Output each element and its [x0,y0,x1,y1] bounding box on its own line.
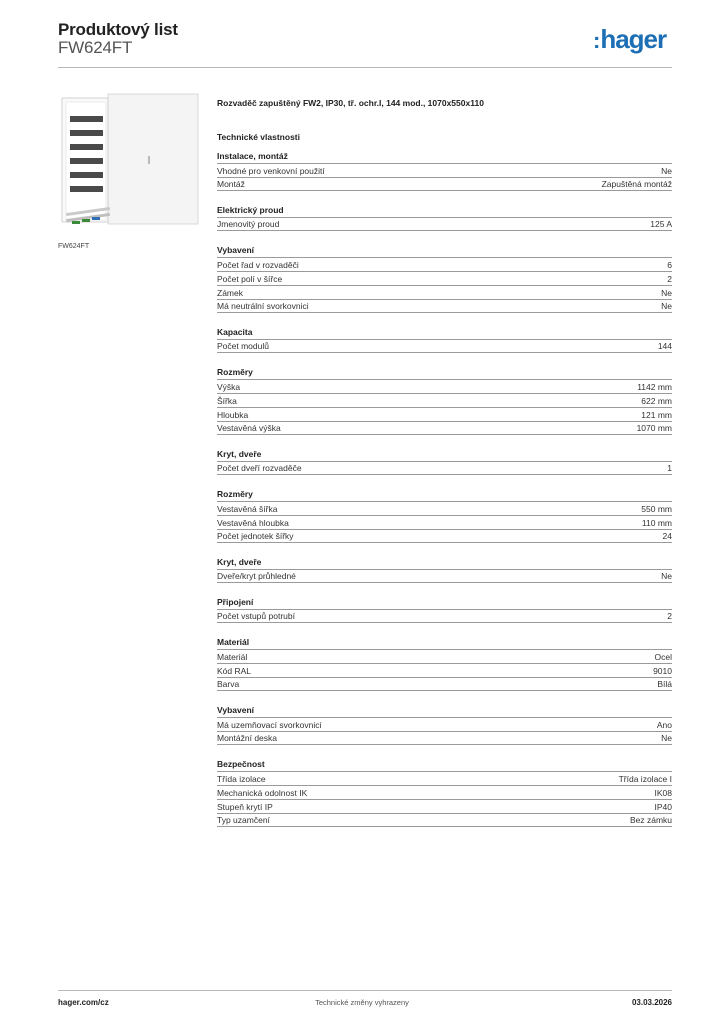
spec-value: 9010 [653,665,672,676]
spec-value: Třída izolace I [618,773,672,784]
spec-label: Kód RAL [217,665,252,676]
footer-date: 03.03.2026 [631,998,672,1007]
spec-label: Počet jednotek šířky [217,531,294,541]
spec-label: Počet dveří rozvaděče [217,463,302,473]
spec-label: Stupeň krytí IP [217,801,273,812]
spec-label: Hloubka [217,409,249,420]
spec-label: Počet řad v rozvaděči [217,259,299,270]
spec-value: 125 A [650,219,672,229]
spec-label: Dveře/kryt průhledné [217,571,296,581]
section-title: Instalace, montáž [217,151,288,161]
spec-row [217,731,672,745]
spec-value: Bílá [657,679,672,689]
spec-row [217,649,672,663]
spec-value: 24 [662,531,672,541]
section-rows [217,717,672,745]
spec-value: 550 mm [641,503,672,514]
spec-label: Vestavěná hloubka [217,517,289,528]
spec-row [217,299,672,313]
section-rows [217,257,672,313]
spec-label: Typ uzamčení [217,815,270,825]
section-title: Vybavení [217,245,255,255]
spec-label: Má neutrální svorkovnici [217,301,309,311]
spec-value: 6 [667,259,672,270]
spec-row [217,407,672,421]
section-rows [217,379,672,435]
spec-row [217,271,672,285]
spec-value: Ocel [654,651,672,662]
spec-row [217,177,672,191]
section-title: Kryt, dveře [217,449,262,459]
section-rows [217,461,672,475]
spec-value: Ano [656,719,672,730]
spec-row [217,677,672,691]
spec-value: Ne [661,165,672,176]
spec-label: Vhodné pro venkovní použití [217,165,325,176]
spec-value: 2 [667,611,672,621]
spec-row [217,799,672,813]
section-rows [217,771,672,827]
spec-label: Jmenovitý proud [217,219,280,229]
spec-label: Má uzemňovací svorkovnici [217,719,322,730]
document-subtitle: FW624FT [58,38,133,57]
section-rows [217,163,672,191]
section-rows [217,569,672,583]
spec-row [217,529,672,543]
spec-row [217,217,672,231]
spec-value: 622 mm [641,395,672,406]
footer-website-link[interactable]: hager.com/cz [58,998,109,1007]
spec-value: IK08 [654,787,672,798]
spec-label: Zámek [217,287,243,298]
section-rows [217,501,672,543]
spec-row [217,421,672,435]
spec-row [217,663,672,677]
spec-row [217,339,672,353]
spec-sections [217,150,672,827]
spec-value: Ne [661,571,672,581]
section-title: Kapacita [217,327,253,337]
section-title: Rozměry [217,489,253,499]
spec-label: Vestavěná šířka [217,503,278,514]
spec-value: Ne [661,287,672,298]
spec-row [217,393,672,407]
spec-label: Materiál [217,651,248,662]
spec-value: Zapuštěná montáž [601,179,672,189]
spec-row [217,717,672,731]
spec-value: 1142 mm [637,381,672,392]
section-title: Materiál [217,637,250,647]
spec-label: Barva [217,679,240,689]
section-title: Vybavení [217,705,255,715]
spec-row [217,569,672,583]
spec-label: Vestavěná výška [217,423,281,433]
spec-value: 110 mm [641,517,672,528]
spec-label: Počet modulů [217,341,269,351]
spec-value: 2 [667,273,672,284]
spec-row [217,501,672,515]
spec-label: Montáž [217,179,245,189]
spec-content [217,96,672,840]
image-caption: FW624FT [58,243,90,250]
hager-logo[interactable]: :hager [593,24,667,54]
spec-value: 121 mm [641,409,672,420]
spec-row [217,163,672,177]
spec-row [217,785,672,799]
spec-row [217,609,672,623]
spec-row [217,379,672,393]
section-rows [217,339,672,353]
section-rows [217,649,672,691]
section-rows [217,609,672,623]
spec-label: Mechanická odolnost IK [217,787,308,798]
section-title: Rozměry [217,367,253,377]
spec-value: Ne [661,733,672,743]
spec-section [217,758,672,827]
technical-properties-title: Technické vlastnosti [217,132,300,142]
spec-label: Třída izolace [217,773,266,784]
spec-value: Ne [661,301,672,311]
spec-row [217,257,672,271]
spec-row [217,461,672,475]
spec-section [217,326,672,353]
spec-label: Šířka [217,395,237,406]
spec-row [217,515,672,529]
footer-note: Technické změny vyhrazeny [315,998,409,1007]
spec-section [217,366,672,435]
section-title: Připojení [217,597,254,607]
spec-row [217,813,672,827]
spec-value: 1070 mm [636,423,672,433]
spec-section [217,596,672,623]
spec-section [217,488,672,543]
document-title: Produktový list [58,20,178,39]
spec-label: Výška [217,381,241,392]
product-image [60,92,200,234]
spec-label: Počet polí v šířce [217,273,283,284]
spec-section [217,704,672,745]
spec-value: 1 [667,463,672,473]
logo-text: hager [600,24,667,54]
spec-row [217,771,672,785]
spec-value: Bez zámku [629,815,672,825]
spec-row [217,285,672,299]
spec-section [217,244,672,313]
spec-section [217,448,672,475]
spec-section [217,150,672,191]
section-title: Elektrický proud [217,205,284,215]
spec-value: IP40 [654,801,672,812]
spec-value: 144 [657,341,672,351]
section-title: Bezpečnost [217,759,265,769]
product-description: Rozvaděč zapuštěný FW2, IP30, tř. ochr.I, 144 mod., 1070x550x110 [217,98,484,108]
spec-section [217,204,672,231]
footer-divider [58,990,672,991]
spec-section [217,556,672,583]
section-title: Kryt, dveře [217,557,262,567]
spec-label: Montážní deska [217,733,278,743]
spec-label: Počet vstupů potrubí [217,611,295,621]
spec-section [217,636,672,691]
section-rows [217,217,672,231]
header-divider [58,67,672,68]
